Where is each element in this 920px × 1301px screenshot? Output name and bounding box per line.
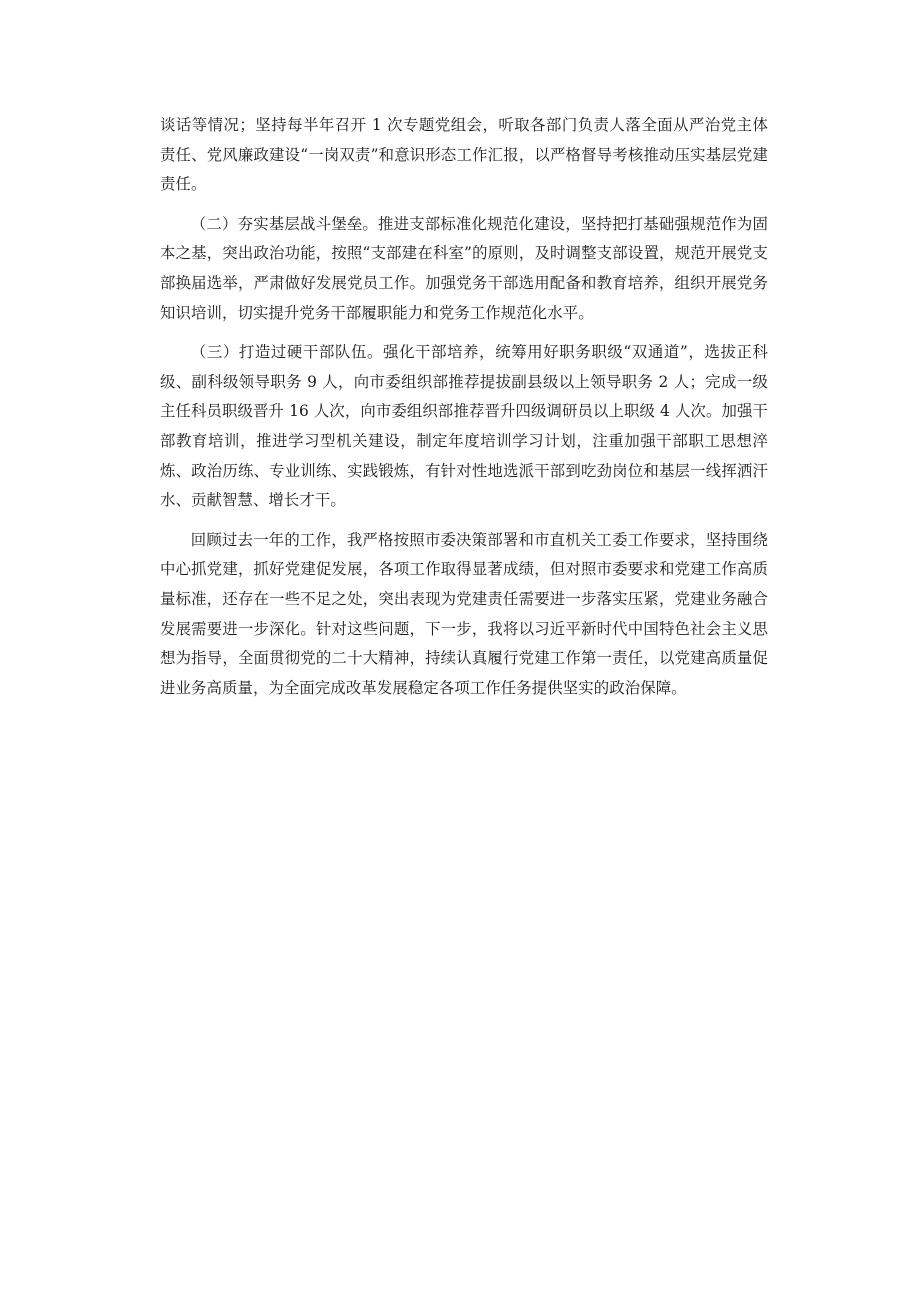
paragraph-summary: 回顾过去一年的工作，我严格按照市委决策部署和市直机关工委工作要求，坚持围绕中心抓党建，抓好党建促发展，各项工作取得显著成绩，但对照市委要求和党建工作高质量标准，还存在一些不足之处，突出表现为党建责任需要进一步落实压紧，党建业务融合发展需要进一步深化。针对这些问题，下一步，我将以习近平新时代中国特色社会主义思想为指导，全面贯彻党的二十大精神，持续认真履行党建工作第一责任，以党建高质量促进业务高质量，为全面完成改革发展稳定各项工作任务提供坚实的政治保障。: [160, 530, 768, 697]
paragraph-section-three: （三）打造过硬干部队伍。强化干部培养，统筹用好职务职级“双通道”，选拔正科级、副科级领导职务 9 人，向市委组织部推荐提拔副县级以上领导职务 2 人；完成一级主任科员职级晋升 16 人次，向市委组织部推荐晋升四级调研员以上职级 4 人次。加强干部教育培训，推进学习型机关建设，制定年度培训学习计划，注重加强干部职工思想淬炼、政治历练、专业训练、实践锻炼，有针对性地选派干部到吃劲岗位和基层一线挥洒汗水、贡献智慧、增长才干。: [160, 343, 768, 510]
paragraph-section-two: （二）夯实基层战斗堡垒。推进支部标准化规范化建设，坚持把打基础强规范作为固本之基，突出政治功能，按照“支部建在科室”的原则，及时调整支部设置，规范开展党支部换届选举，严肃做好发展党员工作。加强党务干部选用配备和教育培养，组织开展党务知识培训，切实提升党务干部履职能力和党务工作规范化水平。: [160, 214, 768, 322]
paragraph-continued: 谈话等情况；坚持每半年召开 1 次专题党组会，听取各部门负责人落全面从严治党主体责任、党风廉政建设“一岗双责”和意识形态工作汇报，以严格督导考核推动压实基层党建责任。: [160, 116, 768, 194]
document-body: [160, 111, 768, 713]
